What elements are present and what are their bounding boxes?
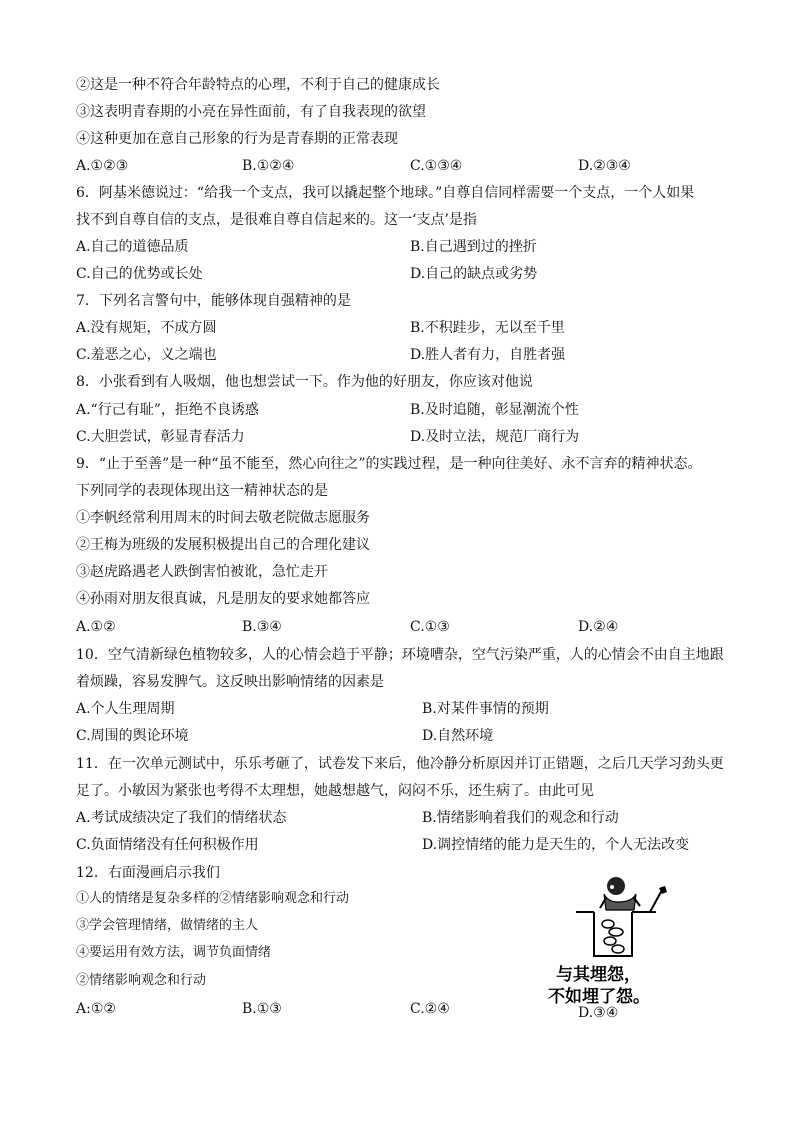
q10-option-a: A.个人生理周期 xyxy=(76,701,175,717)
q8-stem: 8．小张看到有人吸烟，他也想尝试一下。作为他的好朋友，你应该对他说 xyxy=(76,374,533,390)
q10-option-c: C.周围的舆论环境 xyxy=(76,728,189,744)
q12-item-4: ②情绪影响观念和行动 xyxy=(76,973,207,988)
q7-option-c: C.羞恶之心，义之端也 xyxy=(76,347,217,363)
q11-stem-line1: 11．在一次单元测试中，乐乐考砸了，试卷发下来后，他冷静分析原因并订正错题，之后几天学习劲头更 xyxy=(76,756,724,772)
q12-option-a: A:①② xyxy=(76,1001,116,1017)
q6-option-d: D.自己的缺点或劣势 xyxy=(410,266,538,282)
q8-option-d: D.及时立法，规范厂商行为 xyxy=(410,429,580,445)
q7-option-a: A.没有规矩，不成方圆 xyxy=(76,320,217,336)
q11-option-b: B.情绪影响着我们的观念和行动 xyxy=(422,810,619,826)
q12-option-d: D.③④ xyxy=(578,1005,619,1021)
cartoon-caption-line2: 不如埋了怨。 xyxy=(548,987,650,1007)
q8-option-b: B.及时追随，彰显潮流个性 xyxy=(410,402,579,418)
q9-option-c: C.①③ xyxy=(410,619,450,635)
q10-stem-line2: 着烦躁，容易发脾气。这反映出影响情绪的因素是 xyxy=(76,674,384,690)
q9-item-2: ②王梅为班级的发展积极提出自己的合理化建议 xyxy=(76,537,370,553)
q11-option-d: D.调控情绪的能力是天生的，个人无法改变 xyxy=(422,837,690,853)
q5-item-3: ③这表明青春期的小亮在异性面前，有了自我表现的欲望 xyxy=(76,104,426,120)
q8-option-c: C.大胆尝试，彰显青春活力 xyxy=(76,429,245,445)
cartoon-person-burying-complaints-icon xyxy=(546,872,721,962)
q10-option-d: D.自然环境 xyxy=(422,728,494,744)
q9-option-d: D.②④ xyxy=(578,619,619,635)
q6-option-c: C.自己的优势或长处 xyxy=(76,266,203,282)
q12-item-3: ④要运用有效方法，调节负面情绪 xyxy=(76,945,272,960)
q12-option-c: C.②④ xyxy=(410,1001,450,1017)
q9-item-4: ④孙雨对朋友很真诚，凡是朋友的要求她都答应 xyxy=(76,591,370,607)
q6-option-a: A.自己的道德品质 xyxy=(76,239,189,255)
q6-stem-line2: 找不到自尊自信的支点，是很难自尊自信起来的。这一‘支点’是指 xyxy=(76,212,477,228)
q5-item-4: ④这种更加在意自己形象的行为是青春期的正常表现 xyxy=(76,131,398,147)
q12-item-2: ③学会管理情绪，做情绪的主人 xyxy=(76,918,259,933)
q5-option-a: A.①②③ xyxy=(76,158,129,174)
q6-option-b: B.自己遇到过的挫折 xyxy=(410,239,537,255)
q9-stem-line1: 9．“止于至善”是一种“虽不能至，然心向往之”的实践过程，是一种向往美好、永不言弃的精神状态。 xyxy=(76,456,702,472)
q9-stem-line2: 下列同学的表现体现出这一精神状态的是 xyxy=(76,483,328,499)
q11-option-c: C.负面情绪没有任何积极作用 xyxy=(76,837,259,853)
cartoon-illustration xyxy=(546,872,721,1007)
q5-item-2: ②这是一种不符合年龄特点的心理，不利于自己的健康成长 xyxy=(76,77,440,93)
q7-option-d: D.胜人者有力，自胜者强 xyxy=(410,347,566,363)
q5-option-d: D.②③④ xyxy=(578,158,631,174)
q7-stem: 7．下列名言警句中，能够体现自强精神的是 xyxy=(76,293,351,309)
q9-item-1: ①李帆经常利用周末的时间去敬老院做志愿服务 xyxy=(76,510,370,526)
q5-option-c: C.①③④ xyxy=(410,158,463,174)
q10-stem-line1: 10．空气清新绿色植物较多，人的心情会趋于平静；环境嘈杂，空气污染严重，人的心情会不由自主地跟 xyxy=(76,647,724,663)
q10-option-b: B.对某件事情的预期 xyxy=(422,701,549,717)
q12-stem: 12．右面漫画启示我们 xyxy=(76,865,220,881)
q12-item-1: ①人的情绪是复杂多样的②情绪影响观念和行动 xyxy=(76,891,350,906)
q9-option-a: A.①② xyxy=(76,619,116,635)
cartoon-caption-line1: 与其埋怨， xyxy=(556,965,641,985)
q7-option-b: B.不积跬步，无以至千里 xyxy=(410,320,565,336)
q9-option-b: B.③④ xyxy=(242,619,282,635)
q8-option-a: A.“行己有耻”，拒绝不良诱惑 xyxy=(76,402,259,418)
q11-stem-line2: 足了。小敏因为紧张也考得不太理想，她越想越气，闷闷不乐，还生病了。由此可见 xyxy=(76,783,594,799)
q9-item-3: ③赵虎路遇老人跌倒害怕被讹，急忙走开 xyxy=(76,564,328,580)
q6-stem-line1: 6．阿基米德说过：“给我一个支点，我可以撬起整个地球。”自尊自信同样需要一个支点，一个人如果 xyxy=(76,185,695,201)
q5-option-b: B.①②④ xyxy=(242,158,295,174)
q12-option-b: B.①③ xyxy=(242,1001,282,1017)
q11-option-a: A.考试成绩决定了我们的情绪状态 xyxy=(76,810,287,826)
